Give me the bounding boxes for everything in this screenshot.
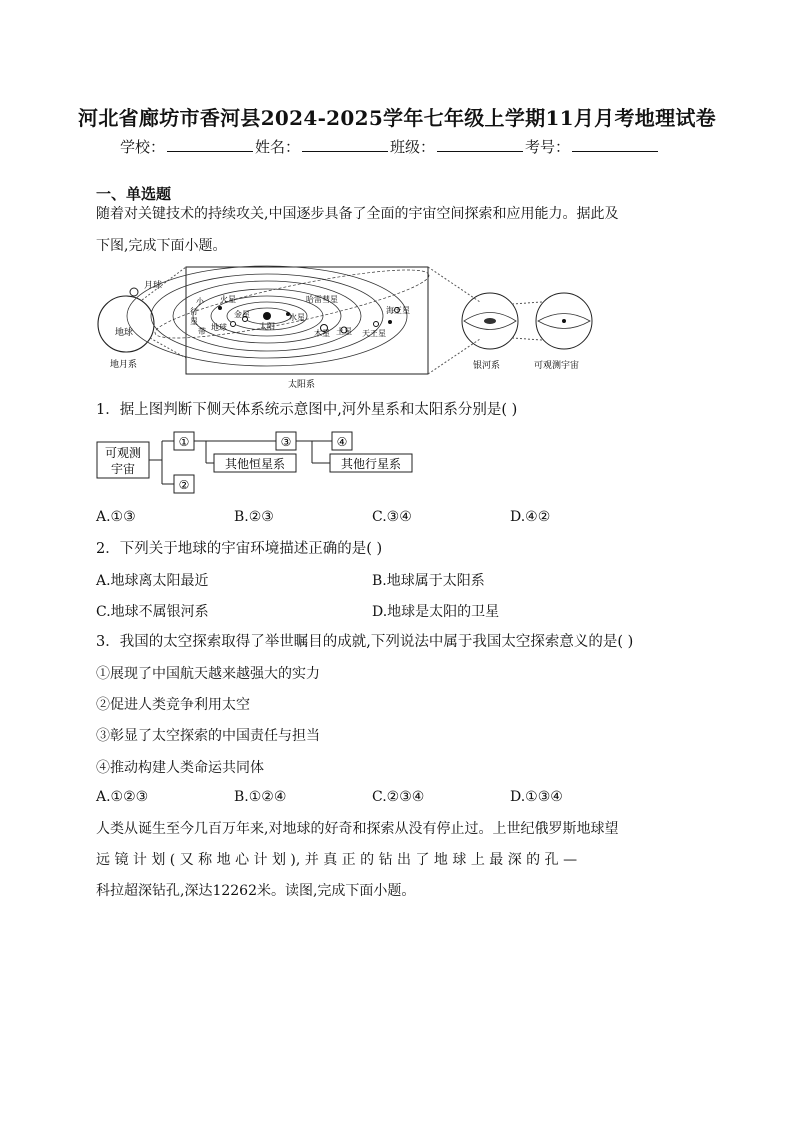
solar-earth-label: 地球 bbox=[211, 323, 227, 332]
q1-option-d[interactable]: D.④② bbox=[510, 509, 551, 525]
exam-no-label: 考号： bbox=[525, 138, 571, 156]
q3-item-1: ①展现了中国航天越来越强大的实力 bbox=[96, 666, 320, 682]
other-planet-systems: 其他行星系 bbox=[340, 457, 402, 471]
intro2-line1: 人类从诞生至今几百万年来,对地球的好奇和探索从没有停止过。上世纪俄罗斯地球望 bbox=[96, 821, 619, 837]
q1-option-a[interactable]: A.①③ bbox=[96, 509, 136, 525]
q3-option-c[interactable]: C.②③④ bbox=[372, 789, 425, 805]
solar-caption: 太阳系 bbox=[288, 380, 316, 390]
galaxy-caption: 银河系 bbox=[473, 361, 501, 371]
saturn-label: 土星 bbox=[336, 327, 352, 336]
observable-universe bbox=[534, 293, 592, 371]
root-label-2: 宇宙 bbox=[110, 462, 136, 476]
exam-no-blank[interactable] bbox=[572, 135, 658, 152]
uranus-label: 天王星 bbox=[362, 329, 386, 338]
jupiter-label: 木星 bbox=[314, 329, 330, 338]
asteroid-label-2: 行 bbox=[190, 307, 198, 316]
q2-stem: 2．下列关于地球的宇宙环境描述正确的是( ) bbox=[96, 541, 383, 557]
node-2: ② bbox=[178, 478, 190, 492]
q2-option-d[interactable]: D.地球是太阳的卫星 bbox=[372, 604, 500, 620]
asteroid-label-3: 星 bbox=[190, 317, 198, 326]
celestial-systems-figure bbox=[92, 264, 612, 392]
q1-option-c[interactable]: C.③④ bbox=[372, 509, 412, 525]
class-label: 班级： bbox=[390, 138, 436, 156]
q3-stem: 3．我国的太空探索取得了举世瞩目的成就,下列说法中属于我国太空探索意义的是( ) bbox=[96, 634, 634, 650]
node-1: ① bbox=[178, 435, 190, 449]
moon-label: 月球 bbox=[144, 281, 163, 291]
q2-option-a[interactable]: A.地球离太阳最近 bbox=[96, 573, 209, 589]
school-label: 学校： bbox=[120, 138, 166, 156]
node-4: ④ bbox=[336, 435, 348, 449]
q3-option-d[interactable]: D.①③④ bbox=[510, 789, 563, 805]
q1-stem: 1．据上图判断下侧天体系统示意图中,河外星系和太阳系分别是( ) bbox=[96, 402, 518, 418]
q3-option-a[interactable]: A.①②③ bbox=[96, 789, 149, 805]
section-heading: 一、单选题 bbox=[96, 185, 172, 203]
venus-label: 金星 bbox=[234, 310, 250, 319]
student-info-line bbox=[120, 135, 660, 157]
name-blank[interactable] bbox=[302, 135, 388, 152]
universe-caption: 可观测宇宙 bbox=[534, 361, 580, 371]
asteroid-label-1: 小 bbox=[196, 297, 204, 306]
milky-way bbox=[462, 293, 518, 371]
solar-system bbox=[127, 264, 433, 390]
q3-item-4: ④推动构建人类命运共同体 bbox=[96, 760, 264, 776]
intro1-line1: 随着对关键技术的持续攻关,中国逐步具备了全面的宇宙空间探索和应用能力。据此及 bbox=[96, 206, 619, 222]
class-blank[interactable] bbox=[437, 135, 523, 152]
comet-label: 哈雷彗星 bbox=[306, 295, 338, 304]
mercury-label: 水星 bbox=[289, 313, 305, 322]
q1-option-b[interactable]: B.②③ bbox=[234, 509, 274, 525]
q3-option-b[interactable]: B.①②④ bbox=[234, 789, 287, 805]
asteroid-label-4: 带 bbox=[198, 327, 206, 336]
school-blank[interactable] bbox=[167, 135, 253, 152]
intro1-line2: 下图,完成下面小题。 bbox=[96, 238, 227, 254]
q3-item-2: ②促进人类竞争利用太空 bbox=[96, 697, 250, 713]
q1-system-diagram bbox=[96, 430, 426, 500]
q3-item-3: ③彰显了太空探索的中国责任与担当 bbox=[96, 728, 320, 744]
intro2-line2: 远 镜 计 划 ( 又 称 地 心 计 划 ), 并 真 正 的 钻 出 了 地 球 上 最 深 的 孔 — bbox=[96, 852, 578, 868]
other-star-systems: 其他恒星系 bbox=[224, 457, 286, 471]
intro2-line3: 科拉超深钻孔,深达12262米。读图,完成下面小题。 bbox=[96, 883, 416, 899]
earth-label: 地球 bbox=[115, 328, 134, 338]
root-label-1: 可观测 bbox=[104, 446, 142, 460]
page-title: 河北省廊坊市香河县2024-2025学年七年级上学期11月月考地理试卷 bbox=[78, 106, 716, 130]
neptune-label: 海王星 bbox=[386, 306, 410, 315]
sun-label: 太阳 bbox=[259, 322, 275, 331]
mars-label: 火星 bbox=[220, 295, 236, 304]
earth-moon-caption: 地月系 bbox=[110, 360, 138, 370]
q2-option-c[interactable]: C.地球不属银河系 bbox=[96, 604, 209, 620]
node-3: ③ bbox=[280, 435, 292, 449]
q2-option-b[interactable]: B.地球属于太阳系 bbox=[372, 573, 485, 589]
name-label: 姓名： bbox=[255, 138, 301, 156]
